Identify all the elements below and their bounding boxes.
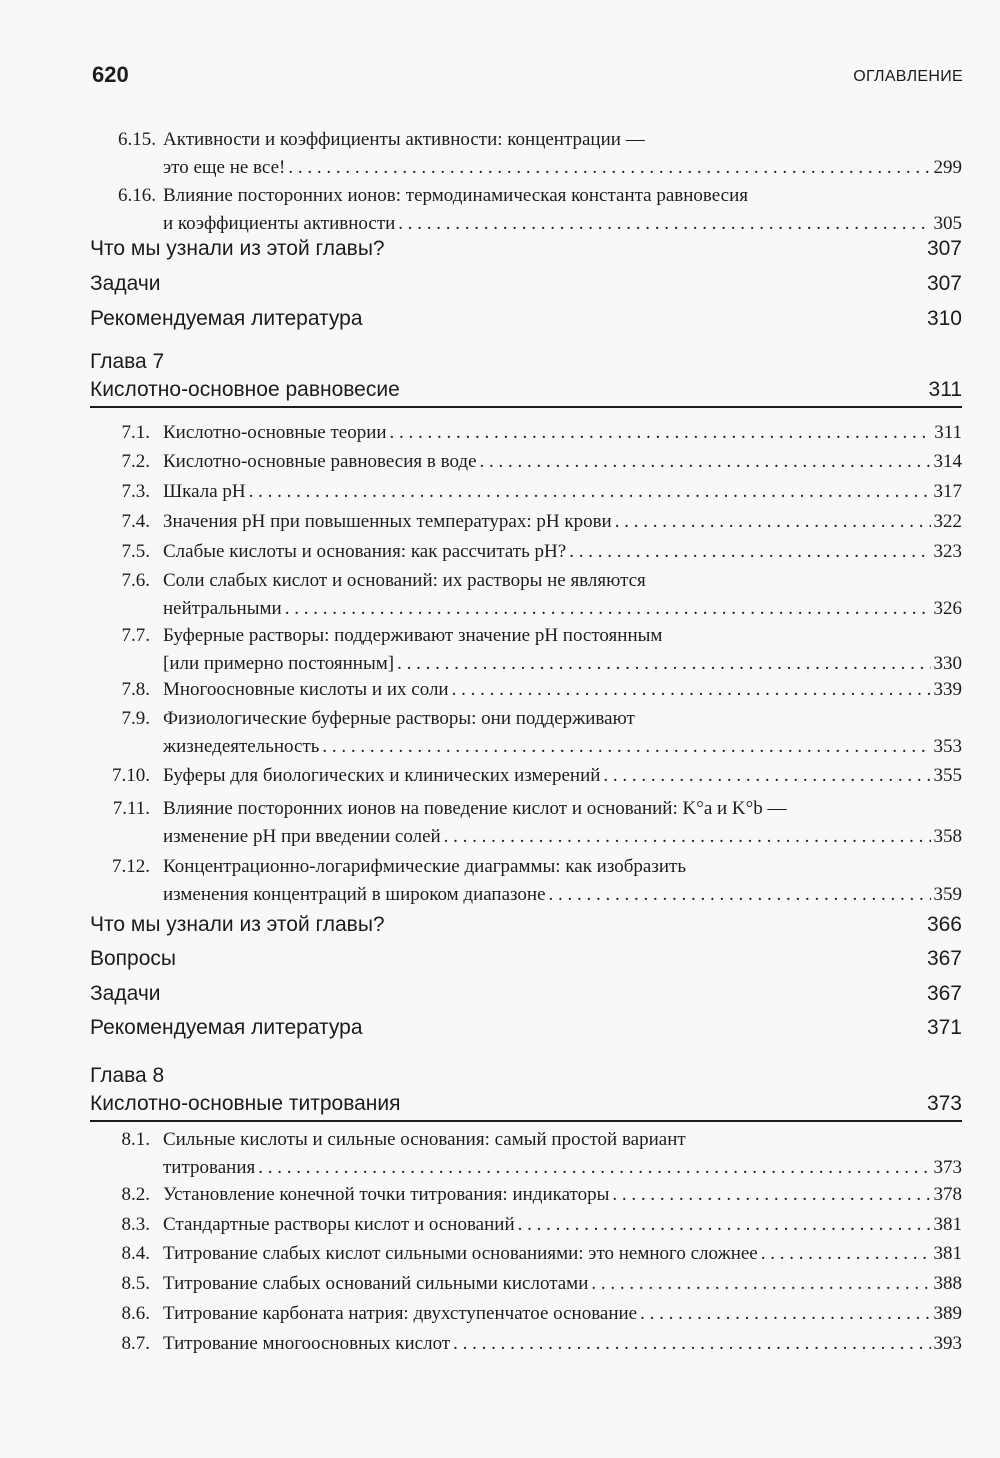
- dot-leader: [640, 1300, 930, 1328]
- entry-page: 305: [933, 213, 962, 234]
- entry-title-text: нейтральными: [163, 598, 282, 619]
- entry-title-line: [163, 762, 962, 790]
- entry-title-text: Стандартные растворы кислот и оснований: [163, 1214, 515, 1235]
- entry-page: 381: [933, 1214, 962, 1235]
- dot-leader: [480, 448, 931, 476]
- dot-leader: [249, 478, 931, 506]
- entry-page: 314: [933, 451, 962, 472]
- dot-leader: [397, 650, 930, 678]
- entry-page: 389: [933, 1303, 962, 1324]
- entry-number: 7.6.: [121, 570, 150, 591]
- dot-leader: [591, 1270, 930, 1298]
- toc-section: [90, 304, 962, 334]
- toc-entry: [0, 508, 1000, 536]
- entry-page: 322: [933, 511, 962, 532]
- entry-title-text: Влияние посторонних ионов на поведение кислот и оснований: K°a и K°b —: [163, 798, 787, 819]
- entry-title-line1: [163, 795, 962, 823]
- entry-title-text: Концентрационно-логарифмические диаграммы: как изобразить: [163, 856, 686, 877]
- toc-entry: [0, 1330, 1000, 1358]
- running-title: ОГЛАВЛЕНИЕ: [853, 68, 963, 85]
- entry-title-text: изменения концентраций в широком диапазоне: [163, 884, 546, 905]
- entry-title-text: Титрование карбоната натрия: двухступенчатое основание: [163, 1303, 638, 1324]
- dot-leader: [603, 762, 930, 790]
- section-title: Рекомендуемая литература: [90, 307, 363, 330]
- entry-title-text: Соли слабых кислот и оснований: их растворы не являются: [163, 570, 646, 591]
- entry-title-text: Физиологические буферные растворы: они поддерживают: [163, 708, 635, 729]
- entry-title-text: Влияние посторонних ионов: термодинамическая константа равновесия: [163, 185, 749, 206]
- entry-title-text: жизнедеятельность: [163, 736, 320, 757]
- dot-leader: [761, 1240, 931, 1268]
- entry-title-line: [163, 419, 962, 447]
- dot-leader: [322, 733, 930, 761]
- entry-title-line1: [163, 126, 962, 154]
- entry-title-line: [163, 650, 962, 678]
- toc-entry: [0, 762, 1000, 790]
- entry-number: 8.3.: [121, 1214, 150, 1235]
- entry-title-text: Активности и коэффициенты активности: концентрации —: [163, 129, 645, 150]
- chapter-8: [90, 1062, 962, 1122]
- chapter-title-row: [90, 1090, 962, 1122]
- toc-entry: [0, 622, 1000, 678]
- dot-leader: [549, 881, 931, 909]
- entry-title-line1: [163, 182, 962, 210]
- entry-title-line: [163, 1211, 962, 1239]
- entry-title-line1: [163, 705, 962, 733]
- page-number: 620: [92, 62, 129, 87]
- dot-leader: [452, 676, 931, 704]
- toc-entry: [0, 676, 1000, 704]
- entry-number: 7.12.: [112, 856, 150, 877]
- entry-number: 7.5.: [121, 541, 150, 562]
- entry-page: 339: [933, 679, 962, 700]
- toc-entry: [0, 1211, 1000, 1239]
- entry-title-line: [163, 154, 962, 182]
- toc-section: [90, 234, 962, 264]
- entry-title-text: и коэффициенты активности: [163, 213, 396, 234]
- entry-number: 6.16.: [118, 185, 156, 206]
- dot-leader: [288, 154, 930, 182]
- toc-entry: [0, 478, 1000, 506]
- dot-leader: [453, 1330, 930, 1358]
- toc-entry: [0, 1270, 1000, 1298]
- entry-title-text: Титрование многоосновных кислот: [163, 1333, 451, 1354]
- dot-leader: [258, 1154, 930, 1182]
- entry-title-text: Буферы для биологических и клинических измерений: [163, 765, 601, 786]
- entry-number: 7.8.: [121, 679, 150, 700]
- entry-page: 388: [933, 1273, 962, 1294]
- toc-entry: [0, 1300, 1000, 1328]
- toc-entry: [0, 182, 1000, 238]
- toc-entry: [0, 567, 1000, 623]
- dot-leader: [444, 823, 931, 851]
- entry-page: 330: [933, 653, 962, 674]
- entry-title-text: Установление конечной точки титрования: индикаторы: [163, 1184, 610, 1205]
- chapter-title-row: [90, 376, 962, 408]
- entry-title-line1: [163, 853, 962, 881]
- entry-title-text: изменение pH при введении солей: [163, 826, 441, 847]
- entry-number: 7.4.: [121, 511, 150, 532]
- toc-section: [90, 910, 962, 940]
- dot-leader: [569, 538, 930, 566]
- dot-leader: [612, 1181, 930, 1209]
- section-page: 367: [926, 947, 962, 970]
- section-title: Рекомендуемая литература: [90, 1016, 363, 1039]
- toc-section: [90, 269, 962, 299]
- section-title: Что мы узнали из этой главы?: [90, 237, 385, 260]
- entry-title-text: Кислотно-основные теории: [163, 422, 387, 443]
- entry-number: 7.3.: [121, 481, 150, 502]
- entry-title-line: [163, 1300, 962, 1328]
- entry-page: 358: [933, 826, 962, 847]
- entry-page: 323: [933, 541, 962, 562]
- entry-number: 8.7.: [121, 1333, 150, 1354]
- toc-entry: [0, 1181, 1000, 1209]
- dot-leader: [615, 508, 931, 536]
- entry-number: 7.1.: [121, 422, 150, 443]
- entry-number: 8.1.: [121, 1129, 150, 1150]
- section-title: Вопросы: [90, 947, 177, 970]
- entry-page: 353: [933, 736, 962, 757]
- entry-title-line: [163, 676, 962, 704]
- section-title: Задачи: [90, 272, 161, 295]
- entry-page: 381: [933, 1243, 962, 1264]
- entry-title-line: [163, 508, 962, 536]
- entry-title-line: [163, 595, 962, 623]
- entry-title-text: это еще не все!: [163, 157, 286, 178]
- entry-title-line: [163, 1330, 962, 1358]
- entry-title-text: Значения pH при повышенных температурах: pH крови: [163, 511, 612, 532]
- entry-page: 359: [933, 884, 962, 905]
- entry-page: 299: [933, 157, 962, 178]
- section-page: 367: [926, 982, 962, 1005]
- entry-title-line: [163, 881, 962, 909]
- chapter-page: 373: [926, 1092, 962, 1115]
- chapter-label: Глава 7: [90, 350, 165, 373]
- toc-entry: [0, 1126, 1000, 1182]
- entry-page: 311: [934, 422, 962, 443]
- toc-entry: [0, 448, 1000, 476]
- chapter-title: Кислотно-основные титрования: [90, 1092, 401, 1115]
- entry-title-text: Кислотно-основные равновесия в воде: [163, 451, 477, 472]
- entry-title-line: [163, 478, 962, 506]
- entry-number: 7.11.: [112, 798, 150, 819]
- dot-leader: [285, 595, 931, 623]
- entry-page: 373: [933, 1157, 962, 1178]
- entry-title-text: Шкала pH: [163, 481, 246, 502]
- entry-page: 393: [933, 1333, 962, 1354]
- entry-title-line: [163, 823, 962, 851]
- toc-entry: [0, 126, 1000, 182]
- section-page: 307: [926, 237, 962, 260]
- chapter-page: 311: [928, 378, 962, 401]
- entry-number: 6.15.: [118, 129, 156, 150]
- entry-title-text: [или примерно постоянным]: [163, 653, 395, 674]
- entry-title-line: [163, 733, 962, 761]
- section-page: 371: [926, 1016, 962, 1039]
- toc-entry: [0, 705, 1000, 761]
- chapter-label: Глава 8: [90, 1064, 165, 1087]
- section-page: 307: [926, 272, 962, 295]
- entry-title-text: Титрование слабых кислот сильными основаниями: это немного сложнее: [163, 1243, 758, 1264]
- toc-section: [90, 1013, 962, 1043]
- entry-title-line1: [163, 1126, 962, 1154]
- dot-leader: [390, 419, 932, 447]
- chapter-title: Кислотно-основное равновесие: [90, 378, 400, 401]
- entry-title-text: Многоосновные кислоты и их соли: [163, 679, 449, 700]
- section-page: 366: [926, 913, 962, 936]
- entry-title-line: [163, 1181, 962, 1209]
- entry-title-text: Буферные растворы: поддерживают значение pH постоянным: [163, 625, 663, 646]
- entry-number: 8.4.: [121, 1243, 150, 1264]
- chapter-7: [90, 348, 962, 408]
- entry-title-line: [163, 1270, 962, 1298]
- entry-number: 8.2.: [121, 1184, 150, 1205]
- entry-title-text: Слабые кислоты и основания: как рассчитать pH?: [163, 541, 567, 562]
- toc-entry: [0, 795, 1000, 851]
- toc-entry: [0, 419, 1000, 447]
- dot-leader: [518, 1211, 931, 1239]
- entry-title-line: [163, 1154, 962, 1182]
- entry-title-line1: [163, 567, 962, 595]
- entry-title-line1: [163, 622, 962, 650]
- entry-title-line: [163, 448, 962, 476]
- entry-title-text: Титрование слабых оснований сильными кислотами: [163, 1273, 589, 1294]
- entry-page: 317: [933, 481, 962, 502]
- entry-title-line: [163, 1240, 962, 1268]
- entry-page: 355: [933, 765, 962, 786]
- toc-section: [90, 979, 962, 1009]
- entry-number: 8.5.: [121, 1273, 150, 1294]
- section-page: 310: [926, 307, 962, 330]
- entry-number: 7.2.: [121, 451, 150, 472]
- toc-entry: [0, 538, 1000, 566]
- entry-number: 7.10.: [112, 765, 150, 786]
- toc-entry: [0, 1240, 1000, 1268]
- entry-title-text: Сильные кислоты и сильные основания: самый простой вариант: [163, 1129, 686, 1150]
- toc-entry: [0, 853, 1000, 909]
- entry-title-text: титрования: [163, 1157, 256, 1178]
- section-title: Задачи: [90, 982, 161, 1005]
- entry-page: 378: [933, 1184, 962, 1205]
- entry-number: 7.7.: [121, 625, 150, 646]
- entry-number: 8.6.: [121, 1303, 150, 1324]
- toc-section: [90, 944, 962, 974]
- entry-page: 326: [933, 598, 962, 619]
- entry-number: 7.9.: [121, 708, 150, 729]
- entry-title-line: [163, 538, 962, 566]
- section-title: Что мы узнали из этой главы?: [90, 913, 385, 936]
